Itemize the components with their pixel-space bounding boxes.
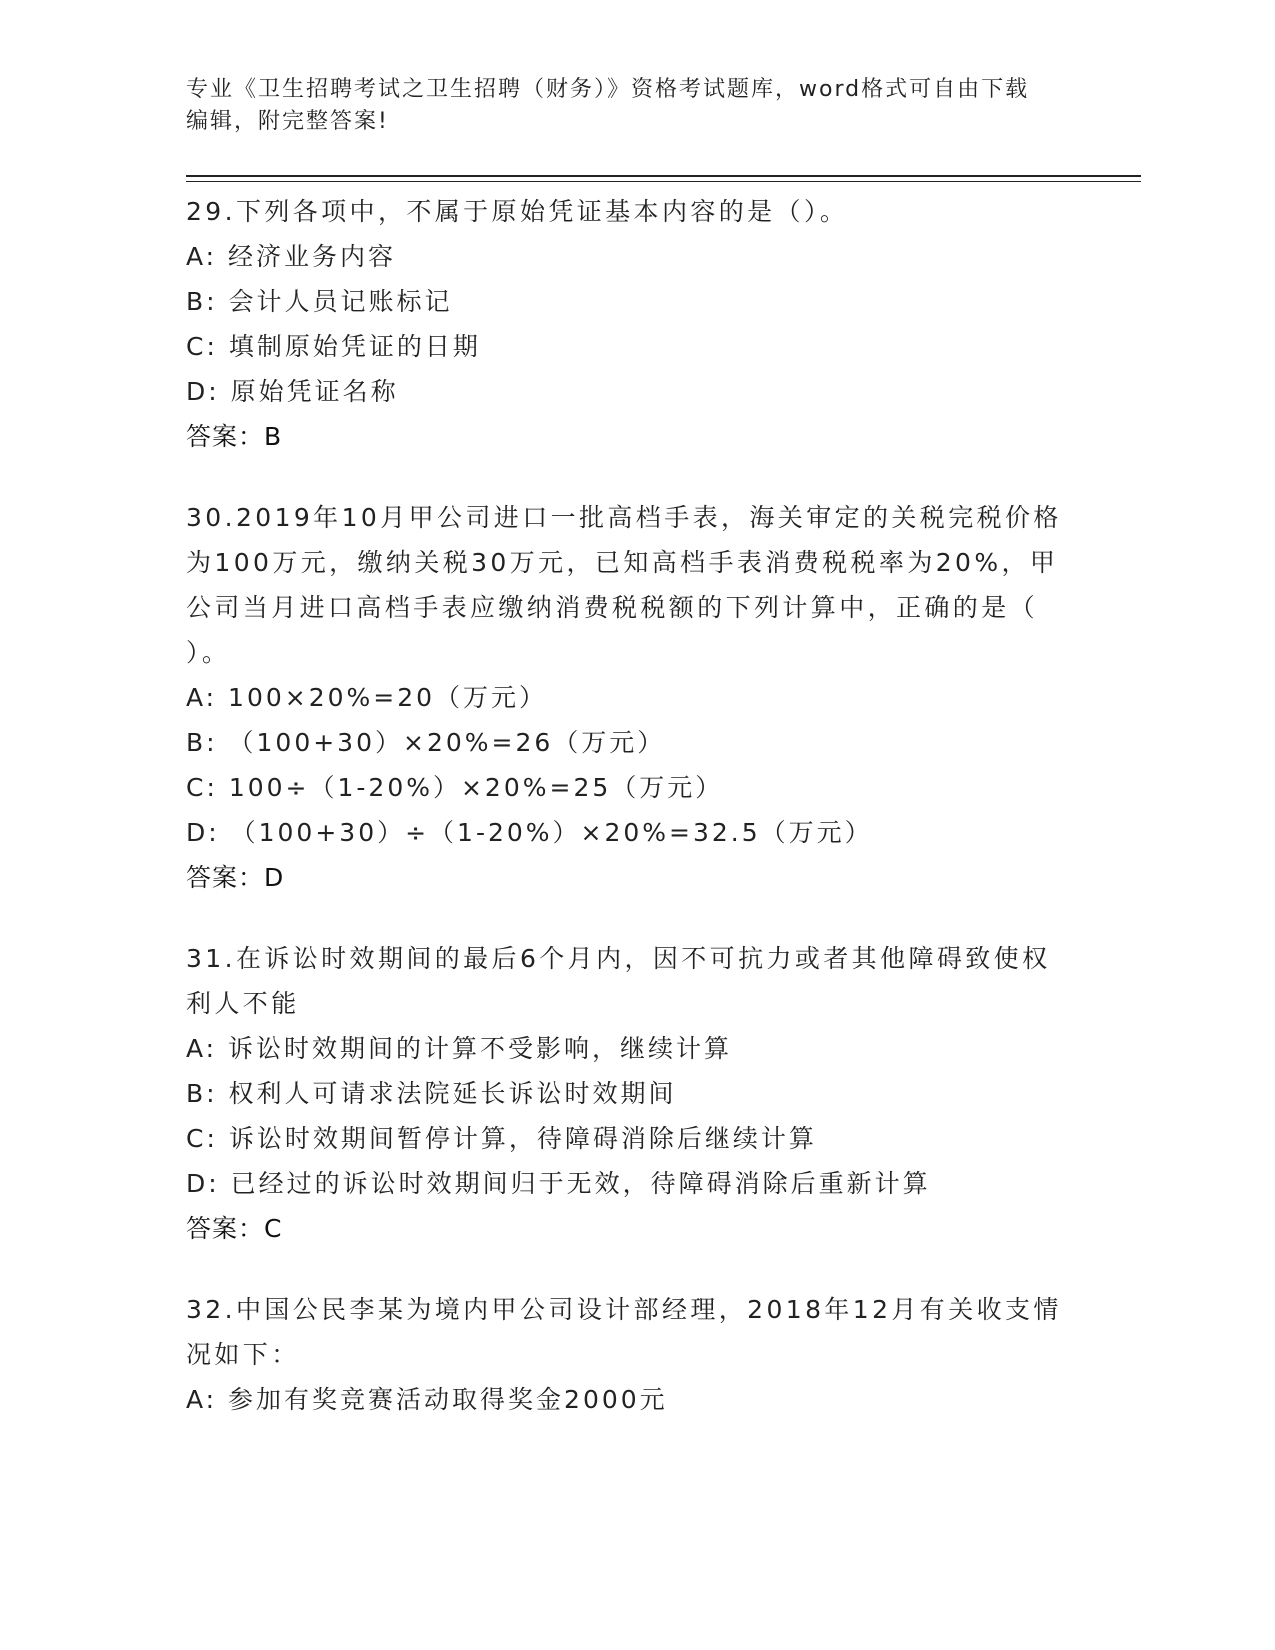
option-a: A: 经济业务内容 <box>186 242 397 271</box>
option-a: A: 100×20%=20（万元） <box>186 683 548 712</box>
option-b: B: 会计人员记账标记 <box>186 287 453 316</box>
header-divider <box>186 181 1141 182</box>
question-stem: 为100万元，缴纳关税30万元，已知高档手表消费税税率为20%，甲 <box>186 548 1059 577</box>
option-c: C: 诉讼时效期间暂停计算，待障碍消除后继续计算 <box>186 1124 817 1153</box>
question-stem: 30.2019年10月甲公司进口一批高档手表，海关审定的关税完税价格 <box>186 503 1062 532</box>
answer-label: 答案：B <box>186 422 283 451</box>
option-a: A: 诉讼时效期间的计算不受影响，继续计算 <box>186 1034 733 1063</box>
question-stem: 公司当月进口高档手表应缴纳消费税税额的下列计算中，正确的是（ <box>186 593 1039 622</box>
header-line: 专业《卫生招聘考试之卫生招聘（财务）》资格考试题库，word格式可自由下载 <box>186 77 1030 102</box>
option-d: D: 原始凭证名称 <box>186 377 399 406</box>
option-c: C: 100÷（1-20%）×20%=25（万元） <box>186 773 724 802</box>
option-d: D: （100+30）÷（1-20%）×20%=32.5（万元） <box>186 818 873 847</box>
option-b: B: 权利人可请求法院延长诉讼时效期间 <box>186 1079 677 1108</box>
question-30 <box>186 495 1066 900</box>
question-stem: 32.中国公民李某为境内甲公司设计部经理，2018年12月有关收支情 <box>186 1295 1062 1324</box>
question-29 <box>186 189 1066 459</box>
document-header <box>186 74 1066 138</box>
question-31 <box>186 936 1066 1251</box>
header-line: 编辑，附完整答案! <box>186 109 389 134</box>
question-list <box>186 189 1066 1458</box>
question-stem: 利人不能 <box>186 989 300 1018</box>
answer-label: 答案：D <box>186 863 285 892</box>
header-divider <box>186 175 1141 177</box>
question-stem: 况如下： <box>186 1340 300 1369</box>
question-stem: ）。 <box>186 638 231 667</box>
question-stem: 29.下列各项中，不属于原始凭证基本内容的是（）。 <box>186 197 849 226</box>
option-b: B: （100+30）×20%=26（万元） <box>186 728 666 757</box>
answer-label: 答案：C <box>186 1214 283 1243</box>
question-stem: 31.在诉讼时效期间的最后6个月内，因不可抗力或者其他障碍致使权 <box>186 944 1051 973</box>
question-32 <box>186 1287 1066 1422</box>
option-a: A: 参加有奖竞赛活动取得奖金2000元 <box>186 1385 668 1414</box>
option-c: C: 填制原始凭证的日期 <box>186 332 481 361</box>
option-d: D: 已经过的诉讼时效期间归于无效，待障碍消除后重新计算 <box>186 1169 931 1198</box>
